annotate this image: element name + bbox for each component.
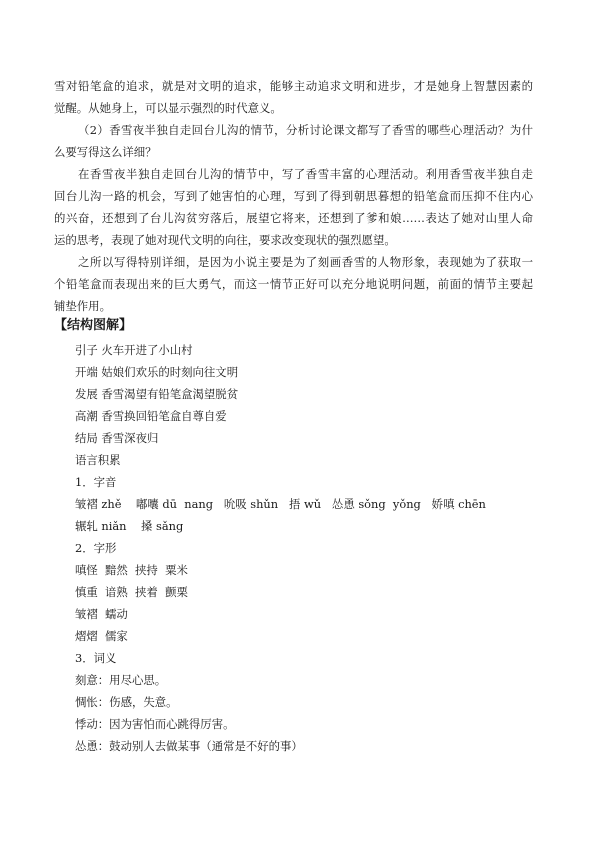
pronunciation-line: 辗轧 niǎn 搡 sǎng: [75, 519, 184, 533]
structure-item: 开端 姑娘们欢乐的时刻向往文明: [75, 365, 239, 379]
paragraph-line: 回台儿沟一路的机会，写到了她害怕的心理，写到了得到朝思暮想的铅笔盒而压抑不住内心: [54, 189, 533, 203]
structure-item: 发展 香雪渴望有铅笔盒渴望脱贫: [75, 387, 239, 401]
definition-line: 悸动：因为害怕而心跳得厉害。: [75, 717, 235, 731]
subsection-title: 3．词义: [75, 651, 117, 665]
character-line: 熠熠 儒家: [75, 629, 128, 643]
character-line: 慎重 谙熟 挟着 颤栗: [75, 585, 188, 599]
structure-item: 引子 火车开进了小山村: [75, 343, 193, 357]
question-line: 么要写得这么详细？: [54, 145, 157, 159]
paragraph-line: 铺垫作用。: [54, 299, 111, 313]
paragraph-line: 雪对铅笔盒的追求，就是对文明的追求，能够主动追求文明和进步，才是她身上智慧因素的: [54, 79, 533, 93]
paragraph-line: 觉醒。从她身上，可以显示强烈的时代意义。: [54, 101, 282, 115]
question-line: （2）香雪夜半独自走回台儿沟的情节，分析讨论课文都写了香雪的哪些心理活动？为什: [78, 123, 533, 137]
subsection-title: 1．字音: [75, 475, 117, 489]
subsection-title: 2．字形: [75, 541, 117, 555]
definition-line: 惆怅：伤感，失意。: [75, 695, 178, 709]
paragraph-line: 之所以写得特别详细，是因为小说主要是为了刻画香雪的人物形象，表现她为了获取一: [78, 255, 533, 269]
paragraph-line: 运的思考，表现了她对现代文明的向往，要求改变现状的强烈愿望。: [54, 233, 396, 247]
section-heading: 【结构图解】: [54, 318, 133, 333]
character-line: 嗔怪 黯然 挟持 粟米: [75, 563, 188, 577]
character-line: 皱褶 蠕动: [75, 607, 128, 621]
paragraph-line: 在香雪夜半独自走回台儿沟的情节中，写了香雪丰富的心理活动。利用香雪夜半独自走: [78, 167, 533, 181]
structure-item: 高潮 香雪换回铅笔盒自尊自爱: [75, 409, 227, 423]
structure-item: 结局 香雪深夜归: [75, 431, 159, 445]
definition-line: 怂恿：鼓动别人去做某事（通常是不好的事）: [75, 739, 303, 753]
paragraph-line: 个铅笔盒而表现出来的巨大勇气，而这一情节正好可以充分地说明问题，前面的情节主要起: [54, 277, 533, 291]
pronunciation-line: 皱褶 zhě 嘟囔 dū nang 吮吸 shǔn 捂 wǔ 怂恿 sǒng yǒng 娇嗔 chēn: [75, 497, 486, 511]
paragraph-line: 的兴奋，还想到了台儿沟贫穷落后，展望它将来，还想到了爹和娘……表达了她对山里人命: [54, 211, 533, 225]
subsection-title: 语言积累: [75, 453, 121, 467]
definition-line: 刻意：用尽心思。: [75, 673, 167, 687]
